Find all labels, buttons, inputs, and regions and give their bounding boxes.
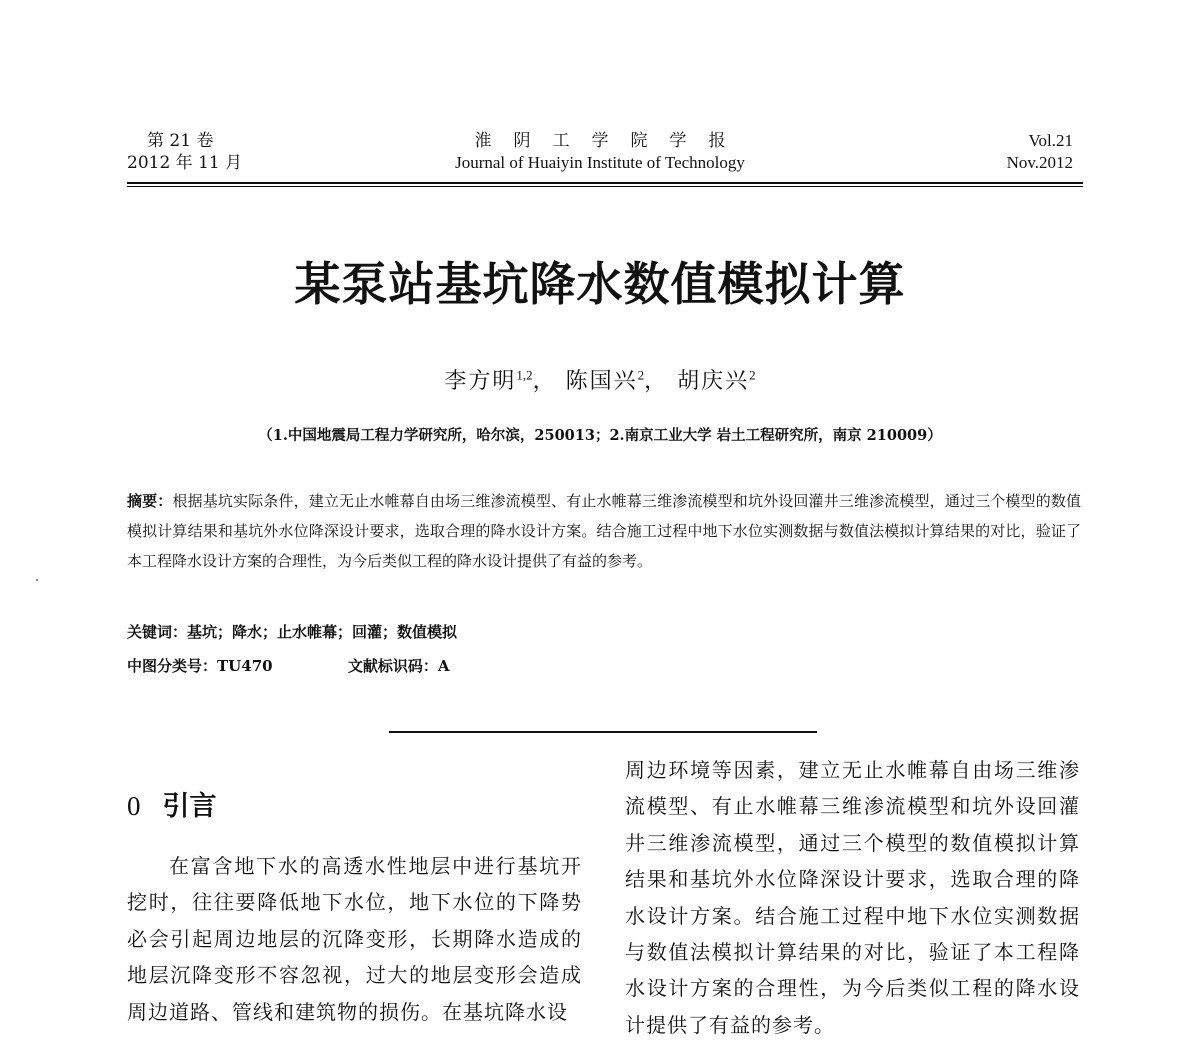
header-left bbox=[127, 130, 242, 174]
clc-value: TU470 bbox=[217, 657, 273, 675]
header-rule-thin bbox=[127, 186, 1083, 187]
author-affiliation-mark: 2 bbox=[637, 367, 645, 383]
affiliation: （1.中国地震局工程力学研究所，哈尔滨，250013；2.南京工业大学 岩土工程研究所，南京 210009） bbox=[258, 427, 942, 444]
abstract-label: 摘要： bbox=[127, 492, 173, 510]
keywords-label: 关键词： bbox=[127, 623, 188, 641]
abstract-text: 根据基坑实际条件，建立无止水帷幕自由场三维渗流模型、有止水帷幕三维渗流模型和坑外设回灌井三维渗流模型，通过三个模型的数值模拟计算结果和基坑外水位降深设计要求，选取合理的降水设计方案。结合施工过程中地下水位实测数据与数值法模拟计算结果的对比，验证了本工程降水设计方案的合理性，为今后类似工程的降水设计提供了有益的参考。 bbox=[127, 492, 1081, 570]
section-heading bbox=[127, 784, 217, 823]
section-divider bbox=[389, 731, 817, 733]
journal-name-cn: 淮阴工学院学报 bbox=[474, 131, 748, 151]
volume-en: Vol.21 bbox=[1028, 131, 1073, 150]
keywords bbox=[127, 621, 457, 642]
section-title: 引言 bbox=[162, 791, 217, 822]
volume-cn: 第 21 卷 bbox=[147, 131, 214, 151]
classification bbox=[127, 655, 449, 676]
body-left-column: 在富含地下水的高透水性地层中进行基坑开挖时，往往要降低地下水位，地下水位的下降势必会引起周边地层的沉降变形，长期降水造成的地层沉降变形不容忽视，过大的地层变形会造成周边道路、管线和建筑物的损伤。在基坑降水设 bbox=[127, 854, 582, 1024]
author-affiliation-mark: 1,2 bbox=[516, 367, 533, 383]
date-cn: 2012 年 11 月 bbox=[127, 153, 243, 173]
header-rule-thick bbox=[127, 182, 1083, 184]
author-list bbox=[0, 364, 1200, 395]
header-right bbox=[1007, 130, 1073, 174]
keywords-text: 基坑；降水；止水帷幕；回灌；数值模拟 bbox=[187, 623, 458, 641]
date-en: Nov.2012 bbox=[1006, 153, 1073, 172]
author-name: 胡庆兴 bbox=[677, 369, 750, 394]
author-name: 李方明 bbox=[444, 369, 517, 394]
paper-title: 某泵站基坑降水数值模拟计算 bbox=[294, 257, 906, 311]
section-number: 0 bbox=[127, 791, 141, 821]
author-separator: ， bbox=[644, 369, 669, 394]
doc-code-value: A bbox=[437, 657, 450, 675]
clc-label: 中图分类号： bbox=[127, 657, 218, 675]
journal-name-en: Journal of Huaiyin Institute of Technology bbox=[455, 153, 745, 172]
body-right-column: 周边环境等因素，建立无止水帷幕自由场三维渗流模型、有止水帷幕三维渗流模型和坑外设回灌井三维渗流模型，通过三个模型的数值模拟计算结果和基坑外水位降深设计要求，选取合理的降水设计方案。结合施工过程中地下水位实测数据与数值法模拟计算结果的对比，验证了本工程降水设计方案的合理性，为今后类似工程的降水设计提供了有益的参考。 bbox=[625, 758, 1080, 1037]
header-center bbox=[380, 130, 820, 174]
abstract bbox=[127, 486, 1081, 576]
author-separator: ， bbox=[532, 369, 557, 394]
doc-code-label: 文献标识码： bbox=[347, 657, 438, 675]
scan-speck bbox=[36, 579, 38, 581]
author-affiliation-mark: 2 bbox=[749, 367, 756, 383]
author-name: 陈国兴 bbox=[565, 369, 638, 394]
